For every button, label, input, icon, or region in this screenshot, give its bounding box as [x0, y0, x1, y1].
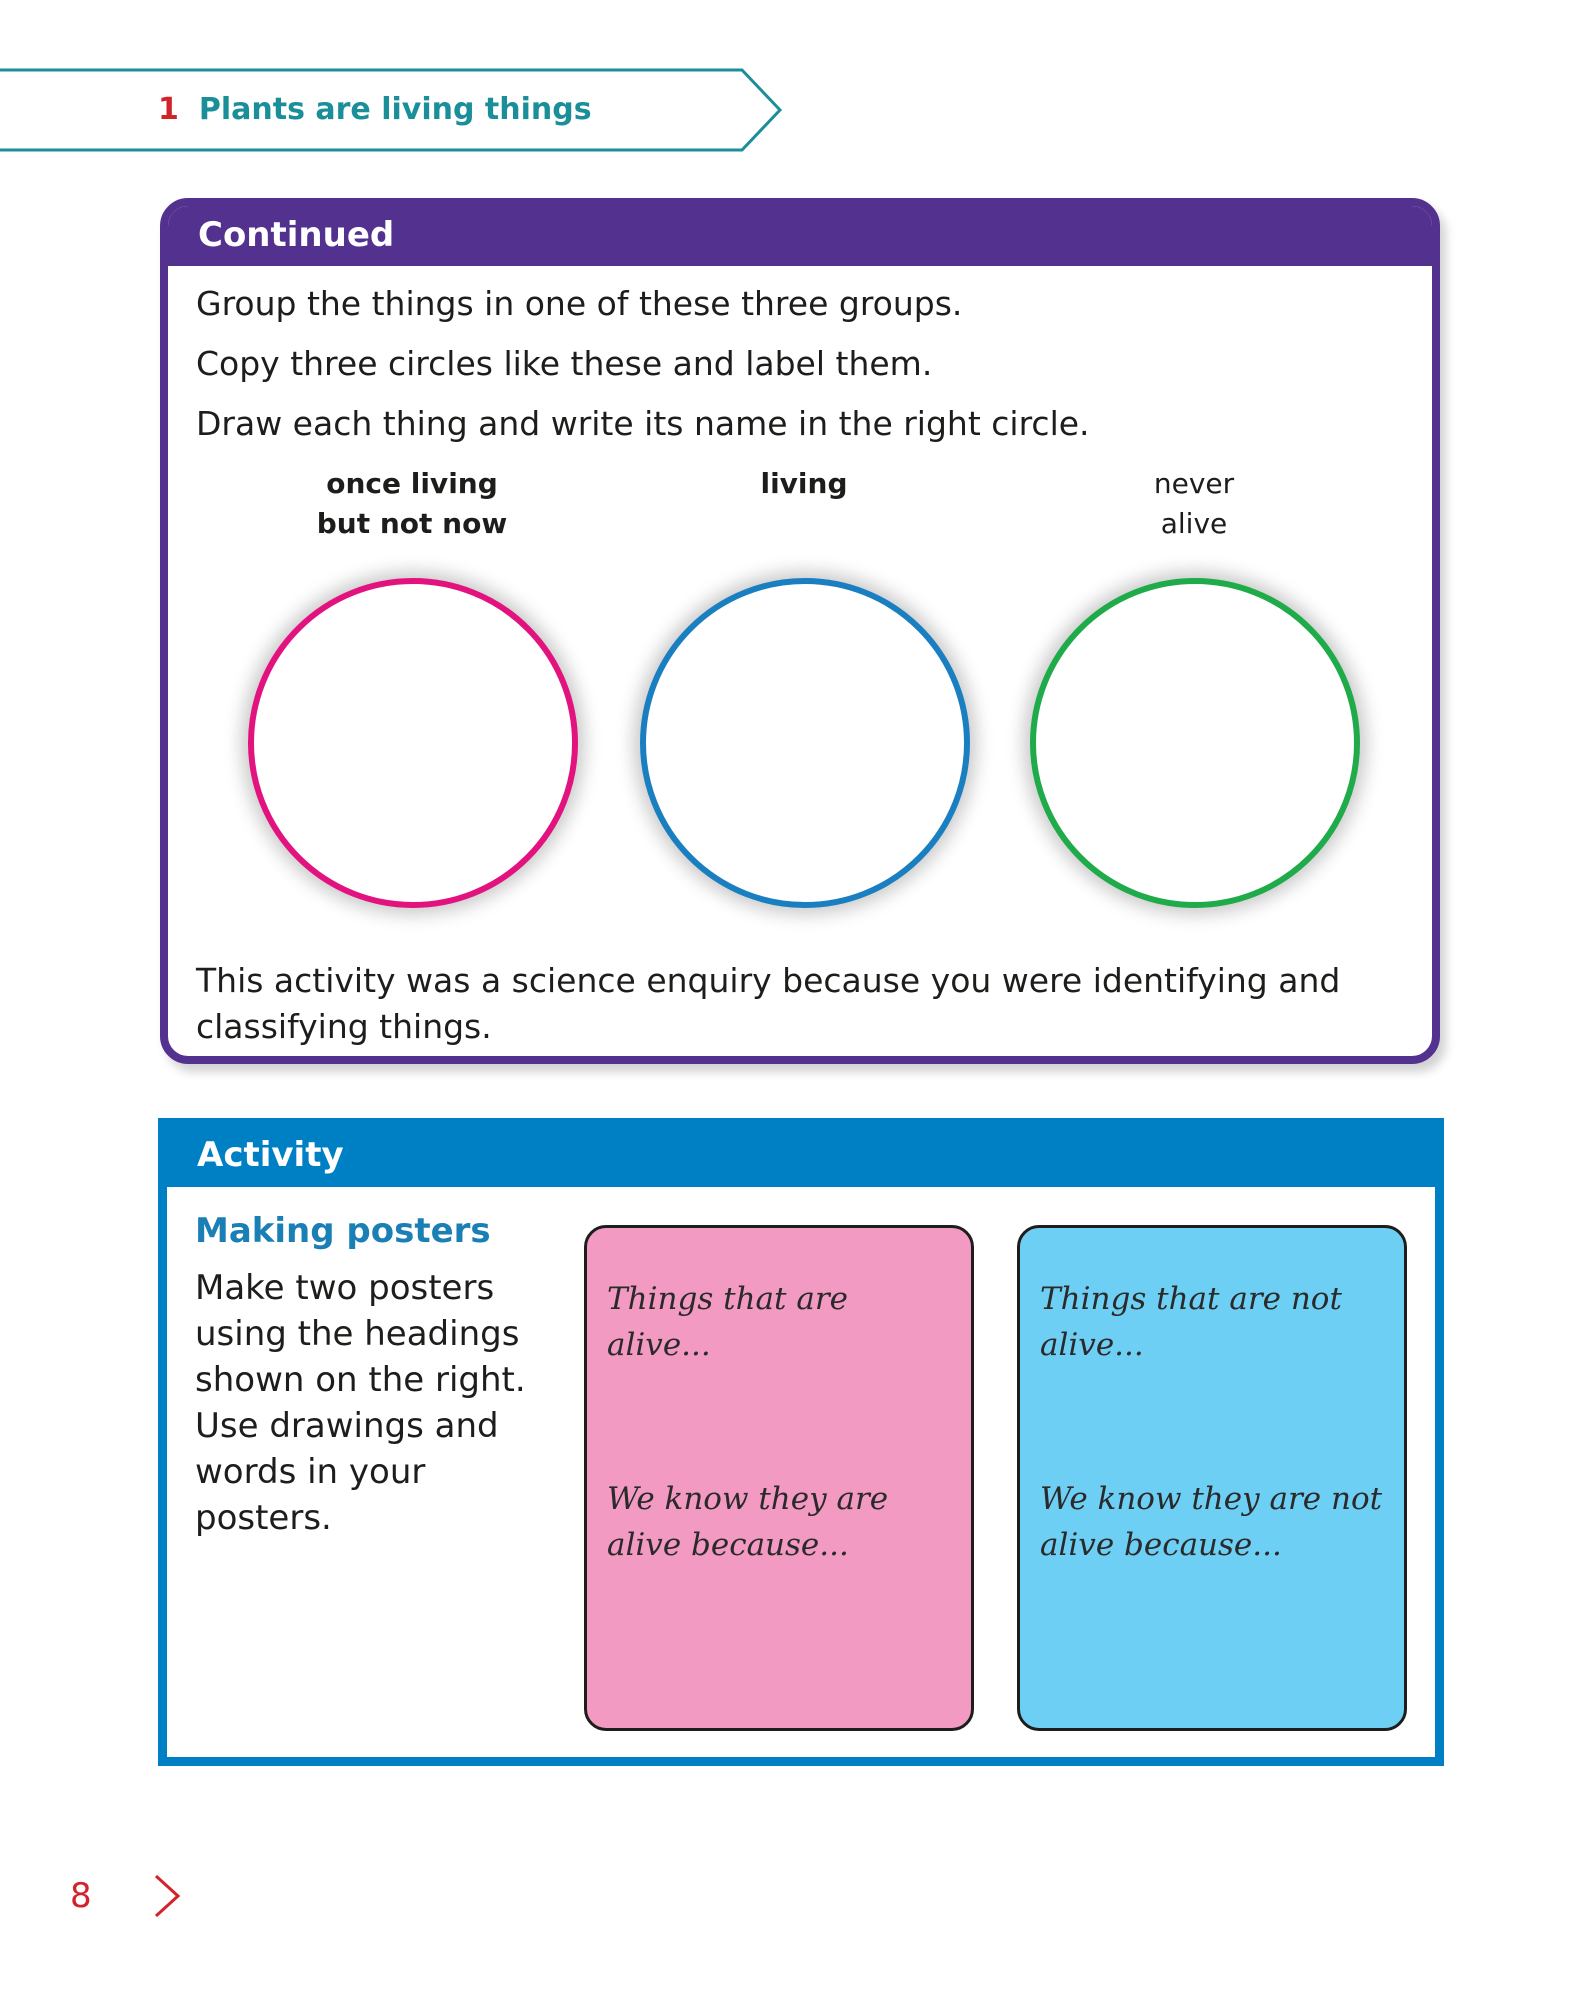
circle-label-line: never [1153, 467, 1235, 500]
continued-heading: Continued [168, 206, 1432, 266]
activity-panel [158, 1118, 1444, 1766]
activity-heading: Activity [167, 1127, 1435, 1187]
enquiry-note: This activity was a science enquiry because you were identifying and classifying things. [196, 961, 1341, 1046]
circle-label-living [674, 464, 934, 504]
instruction-3: Draw each thing and write its name in the right circle. [196, 404, 1090, 443]
poster-alive-heading: Things that are alive... [607, 1281, 848, 1363]
circle-living [640, 578, 970, 908]
continued-panel [160, 198, 1440, 1064]
circle-label-line: once living [326, 467, 498, 500]
page-number: 8 [70, 1876, 92, 1916]
instruction-1: Group the things in one of these three groups. [196, 284, 963, 323]
poster-not-alive-heading: Things that are not alive... [1040, 1281, 1342, 1363]
chapter-title: Plants are living things [198, 92, 592, 127]
poster-not-alive [1017, 1225, 1407, 1731]
poster-not-alive-reason: We know they are not alive because... [1040, 1481, 1383, 1563]
chapter-heading [158, 92, 592, 127]
circle-label-once-living [282, 464, 542, 544]
circle-label-line: but not now [316, 507, 508, 540]
circle-never-alive [1030, 578, 1360, 908]
chapter-number: 1 [158, 92, 179, 127]
circle-label-line: living [760, 467, 848, 500]
circle-label-never-alive [1064, 464, 1324, 544]
instruction-2: Copy three circles like these and label them. [196, 344, 933, 383]
circle-label-line: alive [1160, 507, 1228, 540]
poster-alive-reason: We know they are alive because... [607, 1481, 889, 1563]
activity-instructions: Make two posters using the headings shown on the right. Use drawings and words in your posters. [195, 1268, 526, 1538]
activity-subheading: Making posters [195, 1211, 491, 1251]
circle-once-living [248, 578, 578, 908]
poster-alive [584, 1225, 974, 1731]
chevron-right-icon[interactable] [150, 1872, 184, 1920]
